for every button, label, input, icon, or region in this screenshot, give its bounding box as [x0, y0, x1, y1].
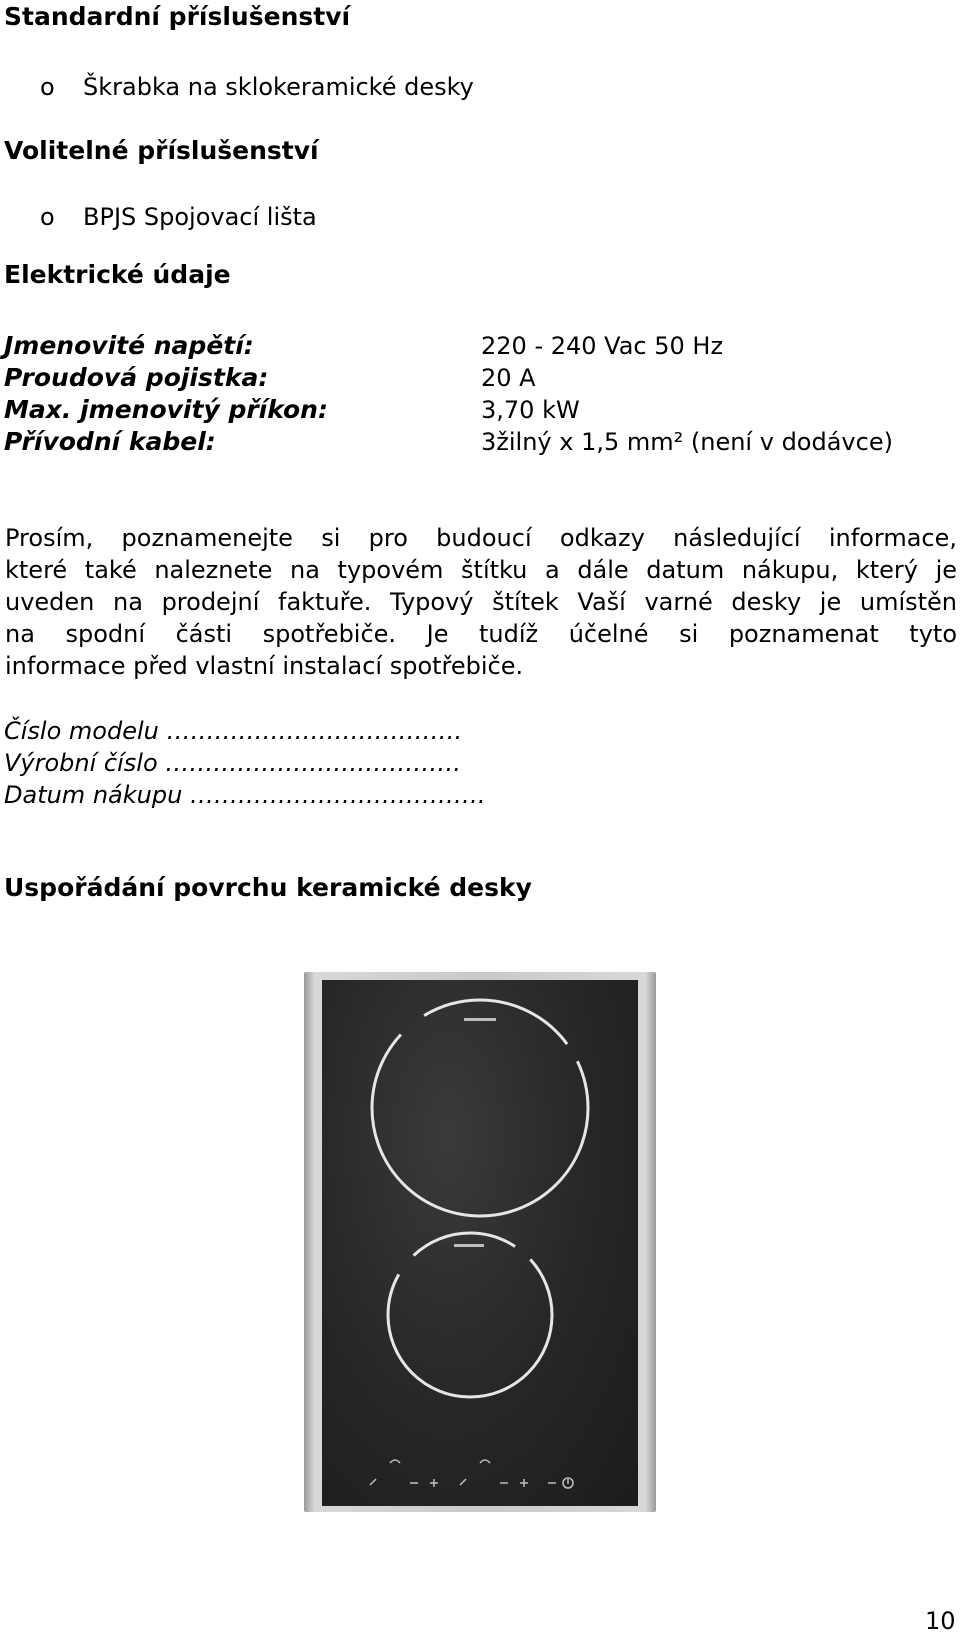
serial-number-line: Výrobní číslo ………………………………. [4, 749, 461, 777]
rated-voltage-label: Jmenovité napětí: [4, 331, 254, 360]
paragraph-line: Prosím, poznamenejte si pro budoucí odkazy následující informace, [5, 524, 957, 552]
fuse-label: Proudová pojistka: [4, 363, 269, 392]
rated-voltage-value: 220 - 240 Vac 50 Hz [481, 332, 724, 360]
paragraph-line: uveden na prodejní faktuře. Typový štítek Vaší varné desky je umístěn [5, 588, 957, 616]
zone-indicator-icon [390, 1460, 400, 1463]
bullet-marker: o [40, 73, 55, 101]
optional-accessory-item: BPJS Spojovací lišta [83, 203, 317, 231]
hob-drawing [322, 980, 638, 1506]
hob-layout-heading: Uspořádání povrchu keramické desky [4, 873, 532, 902]
hob-illustration [304, 972, 656, 1512]
fuse-value: 20 A [481, 364, 536, 392]
bullet-marker: o [40, 203, 55, 231]
standard-accessories-heading: Standardní příslušenství [4, 2, 351, 31]
hob-glass-surface [322, 980, 638, 1506]
page-number: 10 [925, 1607, 956, 1635]
paragraph-line: informace před vlastní instalací spotřebiče. [5, 652, 524, 680]
large-cooking-zone [372, 1000, 588, 1216]
max-power-label: Max. jmenovitý příkon: [4, 395, 328, 424]
note-paragraph [5, 522, 957, 682]
electrical-data-heading: Elektrické údaje [4, 260, 231, 289]
model-number-line: Číslo modelu ………………………………. [4, 717, 463, 745]
supply-cable-value: 3žilný x 1,5 mm² (není v dodávce) [481, 428, 893, 456]
paragraph-line: které také naleznete na typovém štítku a dále datum nákupu, který je [5, 556, 957, 584]
max-power-value: 3,70 kW [481, 396, 580, 424]
zone-indicator-icon [480, 1460, 490, 1463]
paragraph-line: na spodní části spotřebiče. Je tudíž účelné si poznamenat tyto [5, 620, 957, 648]
touch-controls [370, 1460, 573, 1488]
zone-select-icon [370, 1479, 376, 1485]
purchase-date-line: Datum nákupu ………………………………. [4, 781, 486, 809]
supply-cable-label: Přívodní kabel: [4, 427, 216, 456]
zone-logo-mark [454, 1244, 484, 1247]
small-cooking-zone [388, 1233, 552, 1397]
optional-accessories-heading: Volitelné příslušenství [4, 136, 319, 165]
zone-logo-mark [464, 1018, 496, 1021]
zone-select-icon [460, 1479, 466, 1485]
standard-accessory-item: Škrabka na sklokeramické desky [83, 73, 474, 101]
